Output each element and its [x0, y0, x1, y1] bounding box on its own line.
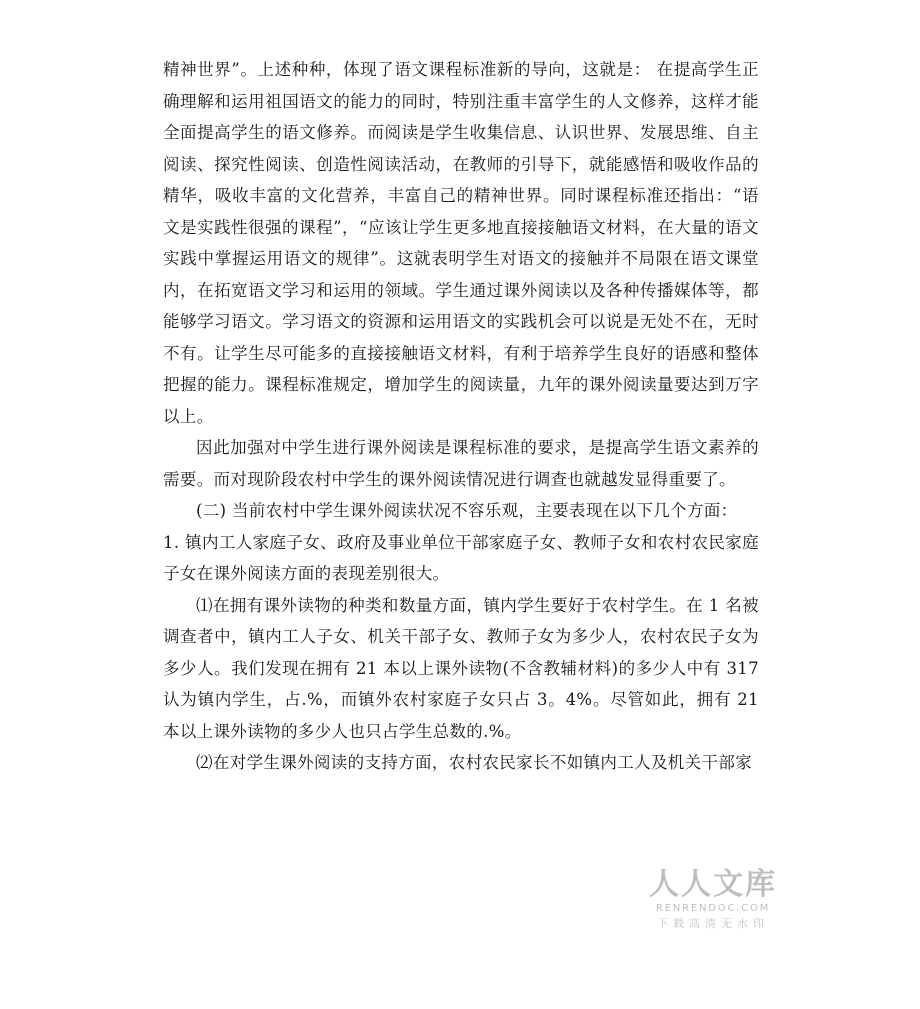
list-item-1: 1. 镇内工人家庭子女、政府及事业单位干部家庭子女、教师子女和农村农民家庭子女在课外阅读方面的表现差别很大。	[163, 532, 759, 583]
paragraph-1: 精神世界”。上述种种，体现了语文课程标准新的导向，这就是： 在提高学生正确理解和运用祖国语文的能力的同时，特别注重丰富学生的人文修养，这样才能全面提高学生的语文修养。而阅读是学生收集信息、认识世界、发展思维、自主阅读、探究性阅读、创造性阅读活动，在教师的引导下，就能感悟和吸收作品的精华，吸收丰富的文化营养，丰富自己的精神世界。同时课程标准还指出：“语文是实践性很强的课程”，“应该让学生更多地直接接触语文材料，在大量的语文实践中掌握运用语文的规律”。这就表明学生对语文的接触并不局限在语文课堂内，在拓宽语文学习和运用的领域。学生通过课外阅读以及各种传播媒体等，都能够学习语文。学习语文的资源和运用语文的实践机会可以说是无处不在，无时不有。让学生尽可能多的直接接触语文材料，有利于培养学生良好的语感和整体把握的能力。课程标准规定，增加学生的阅读量，九年的课外阅读量要达到万字以上。	[163, 60, 759, 426]
watermark-subtitle: 下载高清无水印	[657, 917, 769, 930]
paragraph-sub-2: ⑵在对学生课外阅读的支持方面，农村农民家长不如镇内工人及机关干部家	[196, 753, 753, 772]
document-body	[163, 54, 759, 779]
watermark-domain: RENRENDOC.COM	[655, 903, 771, 914]
paragraph-sub-1: ⑴在拥有课外读物的种类和数量方面，镇内学生要好于农村学生。在 1 名被调查者中，镇内工人子女、机关干部子女、教师子女为多少人，农村农民子女为多少人。我们发现在拥有 21 本以上课外读物(不含教辅材料)的多少人中有 317 认为镇内学生，占.%，而镇外农村家庭子女只占 3。4%。尽管如此，拥有 21 本以上课外读物的多少人也只占学生总数的.%。	[163, 595, 759, 741]
section-heading-2: (二) 当前农村中学生课外阅读状况不容乐观，主要表现在以下几个方面：	[196, 501, 738, 520]
watermark-logo	[648, 868, 778, 932]
paragraph-2: 因此加强对中学生进行课外阅读是课程标准的要求，是提高学生语文素养的需要。而对现阶段农村中学生的课外阅读情况进行调查也就越发显得重要了。	[163, 438, 759, 489]
watermark-title: 人人文库	[649, 867, 777, 902]
